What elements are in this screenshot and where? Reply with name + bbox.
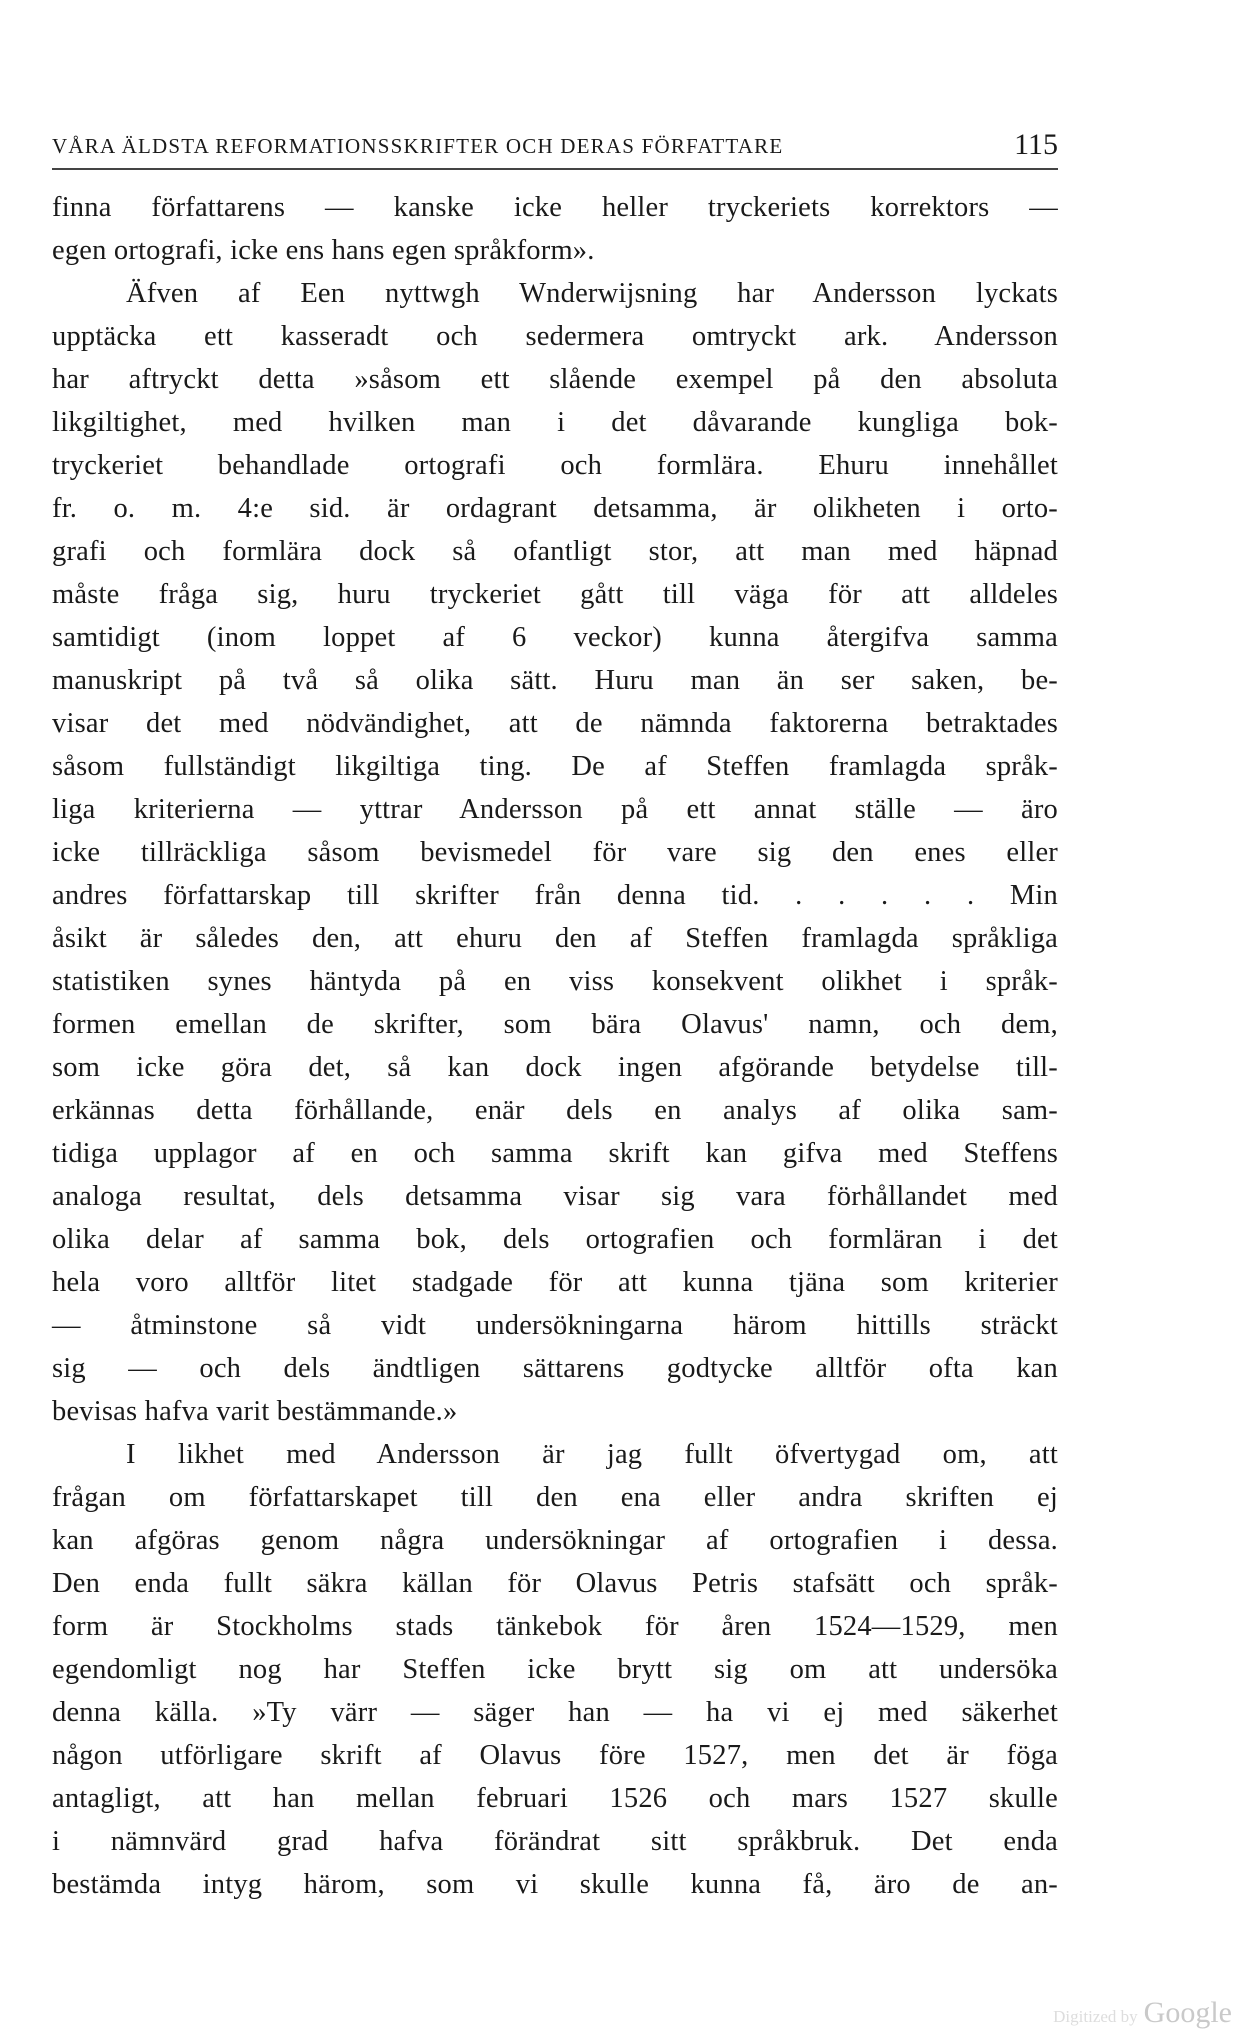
text-line: likgiltighet, med hvilken man i det dåvarande kungliga bok- [52,407,1058,438]
text-line: Äfven af Een nyttwgh Wnderwijsning har Andersson lyckats [126,278,1058,309]
text-line: visar det med nödvändighet, att de nämnda faktorerna betraktades [52,708,1058,739]
text-line: statistiken synes häntyda på en viss konsekvent olikhet i språk- [52,966,1058,997]
text-line: — åtminstone så vidt undersökningarna härom hittills sträckt [52,1310,1058,1341]
text-line: formen emellan de skrifter, som bära Olavus' namn, och dem, [52,1009,1058,1040]
running-header [52,128,1058,170]
watermark-prefix: Digitized by [1053,2007,1138,2026]
watermark-brand: Google [1143,1996,1232,2029]
text-line: grafi och formlära dock så ofantligt stor, att man med häpnad [52,536,1058,567]
text-line: olika delar af samma bok, dels ortografien och formläran i det [52,1224,1058,1255]
text-line: manuskript på två så olika sätt. Huru man än ser saken, be- [52,665,1058,696]
text-line: bestämda intyg härom, som vi skulle kunna få, äro de an- [52,1869,1058,1900]
running-title: VÅRA ÄLDSTA REFORMATIONSSKRIFTER OCH DERAS FÖRFATTARE [52,134,784,158]
text-line: erkännas detta förhållande, enär dels en analys af olika sam- [52,1095,1058,1126]
text-line: finna författarens — kanske icke heller tryckeriets korrektors — [52,192,1058,223]
text-line: egendomligt nog har Steffen icke brytt sig om att undersöka [52,1654,1058,1685]
text-line: frågan om författarskapet till den ena eller andra skriften ej [52,1482,1058,1513]
text-line: egen ortografi, icke ens hans egen språkform». [52,235,595,266]
text-line: tryckeriet behandlade ortografi och formlära. Ehuru innehållet [52,450,1058,481]
page-number: 115 [1014,128,1058,161]
text-line: hela voro alltför litet stadgade för att kunna tjäna som kriterier [52,1267,1058,1298]
text-line: form är Stockholms stads tänkebok för åren 1524—1529, men [52,1611,1058,1642]
text-line: upptäcka ett kasseradt och sedermera omtryckt ark. Andersson [52,321,1058,352]
body-text [52,186,1058,1906]
text-line: sig — och dels ändtligen sättarens godtycke alltför ofta kan [52,1353,1058,1384]
text-line: som icke göra det, så kan dock ingen afgörande betydelse till- [52,1052,1058,1083]
text-line: fr. o. m. 4:e sid. är ordagrant detsamma, är olikheten i orto- [52,493,1058,524]
text-line: såsom fullständigt likgiltiga ting. De af Steffen framlagda språk- [52,751,1058,782]
text-line: denna källa. »Ty värr — säger han — ha vi ej med säkerhet [52,1697,1058,1728]
text-line: i nämnvärd grad hafva förändrat sitt språkbruk. Det enda [52,1826,1058,1857]
text-line: analoga resultat, dels detsamma visar sig vara förhållandet med [52,1181,1058,1212]
text-line: Den enda fullt säkra källan för Olavus Petris stafsätt och språk- [52,1568,1058,1599]
digitization-watermark [1053,1996,1232,2030]
text-line: bevisas hafva varit bestämmande.» [52,1396,458,1427]
text-line: icke tillräckliga såsom bevismedel för vare sig den enes eller [52,837,1058,868]
text-line: har aftryckt detta »såsom ett slående exempel på den absoluta [52,364,1058,395]
text-line: någon utförligare skrift af Olavus före 1527, men det är föga [52,1740,1058,1771]
text-line: åsikt är således den, att ehuru den af Steffen framlagda språkliga [52,923,1058,954]
text-line: I likhet med Andersson är jag fullt öfvertygad om, att [126,1439,1058,1470]
text-line: andres författarskap till skrifter från denna tid. . . . . . Min [52,880,1058,911]
text-line: liga kriterierna — yttrar Andersson på ett annat ställe — äro [52,794,1058,825]
text-line: tidiga upplagor af en och samma skrift kan gifva med Steffens [52,1138,1058,1169]
text-line: antagligt, att han mellan februari 1526 och mars 1527 skulle [52,1783,1058,1814]
text-line: måste fråga sig, huru tryckeriet gått till väga för att alldeles [52,579,1058,610]
text-line: kan afgöras genom några undersökningar af ortografien i dessa. [52,1525,1058,1556]
text-line: samtidigt (inom loppet af 6 veckor) kunna återgifva samma [52,622,1058,653]
